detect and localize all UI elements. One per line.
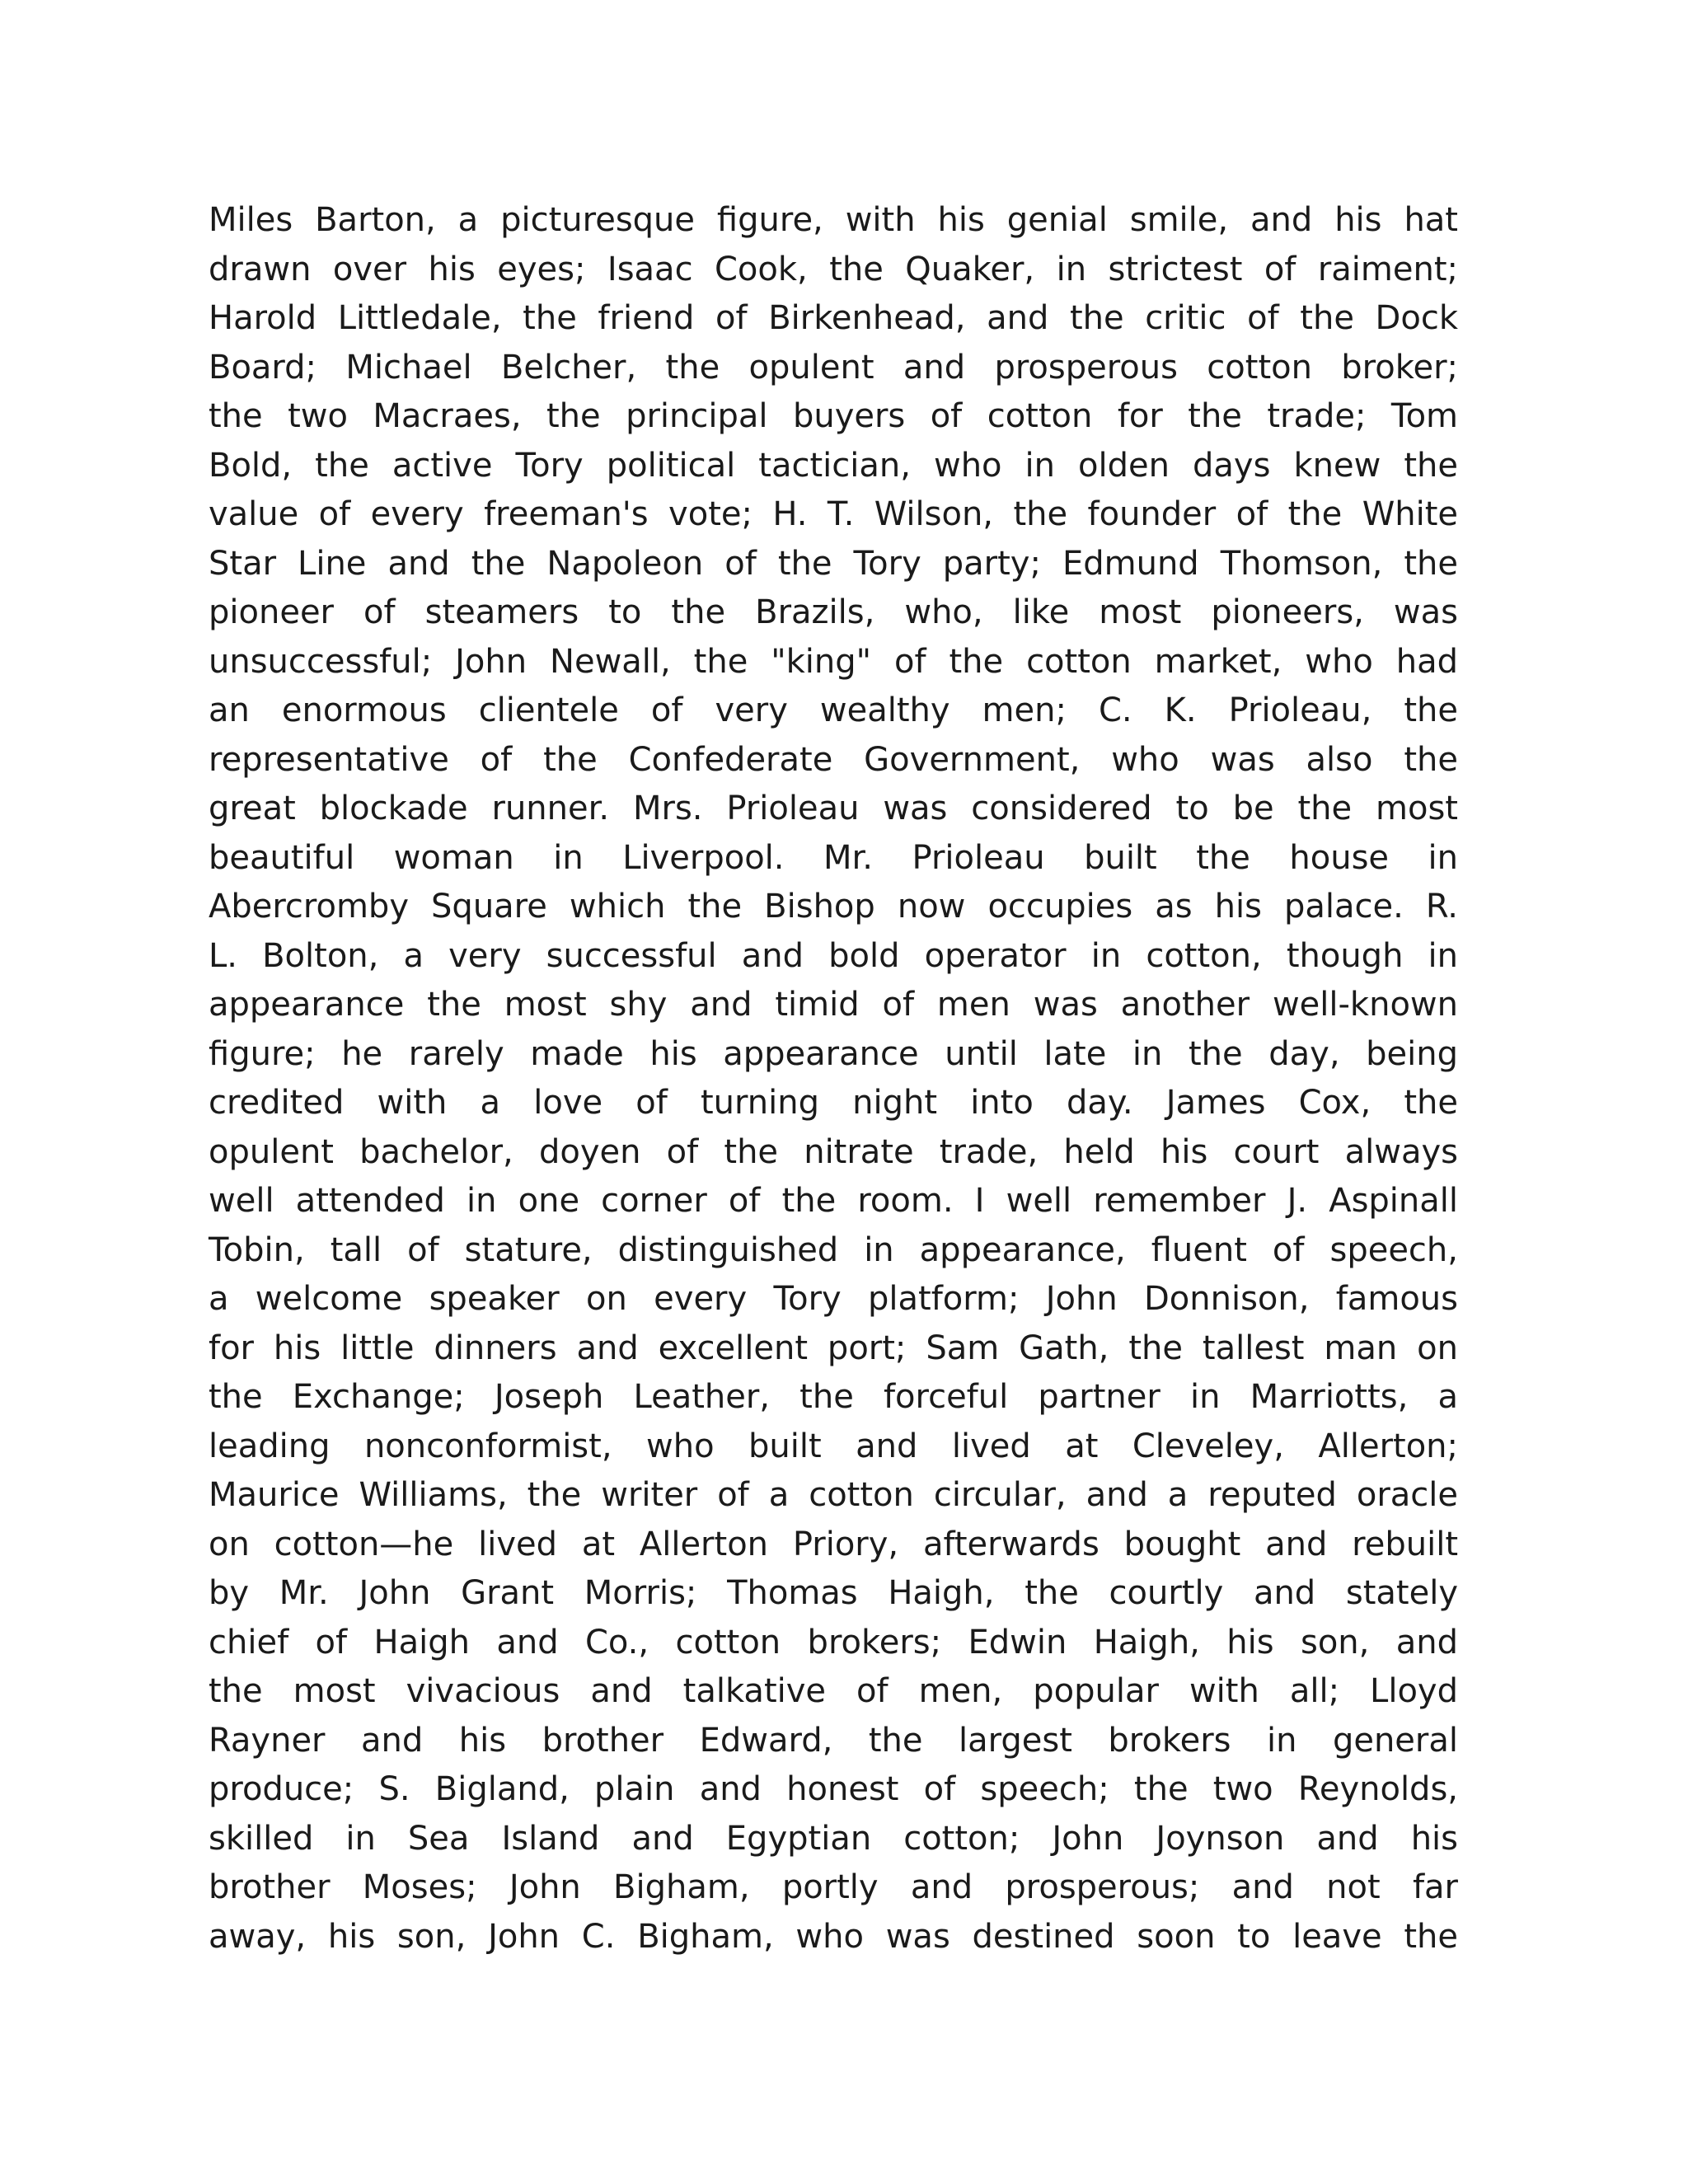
text-line: credited with a love of turning night into day. James Cox, the (209, 1084, 1458, 1122)
text-line: drawn over his eyes; Isaac Cook, the Quaker, in strictest of raiment; (209, 250, 1458, 288)
body-paragraph (209, 196, 1458, 1961)
text-line: well attended in one corner of the room. I well remember J. Aspinall (209, 1182, 1458, 1220)
text-line: Star Line and the Napoleon of the Tory party; Edmund Thomson, the (209, 544, 1458, 583)
text-line: Harold Littledale, the friend of Birkenhead, and the critic of the Dock (209, 299, 1458, 337)
text-line: great blockade runner. Mrs. Prioleau was considered to be the most (209, 790, 1458, 827)
text-line: a welcome speaker on every Tory platform; John Donnison, famous (209, 1280, 1458, 1318)
text-line: figure; he rarely made his appearance until late in the day, being (209, 1034, 1458, 1073)
text-line: an enormous clientele of very wealthy men; C. K. Prioleau, the (209, 691, 1458, 729)
text-line: on cotton—he lived at Allerton Priory, afterwards bought and rebuilt (209, 1525, 1458, 1563)
text-line: L. Bolton, a very successful and bold operator in cotton, though in (209, 936, 1458, 975)
text-line: Board; Michael Belcher, the opulent and prosperous cotton broker; (209, 348, 1458, 387)
text-line: pioneer of steamers to the Brazils, who, like most pioneers, was (209, 593, 1458, 631)
text-line: leading nonconformist, who built and lived at Cleveley, Allerton; (209, 1427, 1458, 1465)
text-line: Miles Barton, a picturesque figure, with his genial smile, and his hat (209, 201, 1458, 239)
text-line: beautiful woman in Liverpool. Mr. Prioleau built the house in (209, 838, 1458, 877)
text-line: Tobin, tall of stature, distinguished in appearance, fluent of speech, (209, 1230, 1458, 1269)
text-line: appearance the most shy and timid of men was another well-known (209, 986, 1458, 1024)
text-line: value of every freeman's vote; H. T. Wilson, the founder of the White (209, 495, 1458, 533)
text-line: opulent bachelor, doyen of the nitrate trade, held his court always (209, 1132, 1458, 1171)
text-line: by Mr. John Grant Morris; Thomas Haigh, the courtly and stately (209, 1574, 1458, 1612)
text-line: brother Moses; John Bigham, portly and prosperous; and not far (209, 1868, 1458, 1906)
text-line: for his little dinners and excellent port; Sam Gath, the tallest man on (209, 1329, 1458, 1367)
text-line: unsuccessful; John Newall, the "king" of the cotton market, who had (209, 642, 1458, 681)
text-line: Abercromby Square which the Bishop now occupies as his palace. R. (209, 888, 1458, 926)
text-line: Maurice Williams, the writer of a cotton circular, and a reputed oracle (209, 1476, 1458, 1514)
text-line: the two Macraes, the principal buyers of cotton for the trade; Tom (209, 397, 1458, 435)
text-line: skilled in Sea Island and Egyptian cotton; John Joynson and his (209, 1819, 1458, 1858)
text-line: Rayner and his brother Edward, the largest brokers in general (209, 1721, 1458, 1760)
text-line: chief of Haigh and Co., cotton brokers; Edwin Haigh, his son, and (209, 1623, 1458, 1661)
text-line: representative of the Confederate Government, who was also the (209, 740, 1458, 779)
text-line: Bold, the active Tory political tactician, who in olden days knew the (209, 446, 1458, 485)
text-line: the most vivacious and talkative of men, popular with all; Lloyd (209, 1672, 1458, 1710)
text-line: produce; S. Bigland, plain and honest of speech; the two Reynolds, (209, 1770, 1458, 1808)
text-line: away, his son, John C. Bigham, who was destined soon to leave the (209, 1917, 1458, 1956)
text-line: the Exchange; Joseph Leather, the forceful partner in Marriotts, a (209, 1378, 1458, 1416)
